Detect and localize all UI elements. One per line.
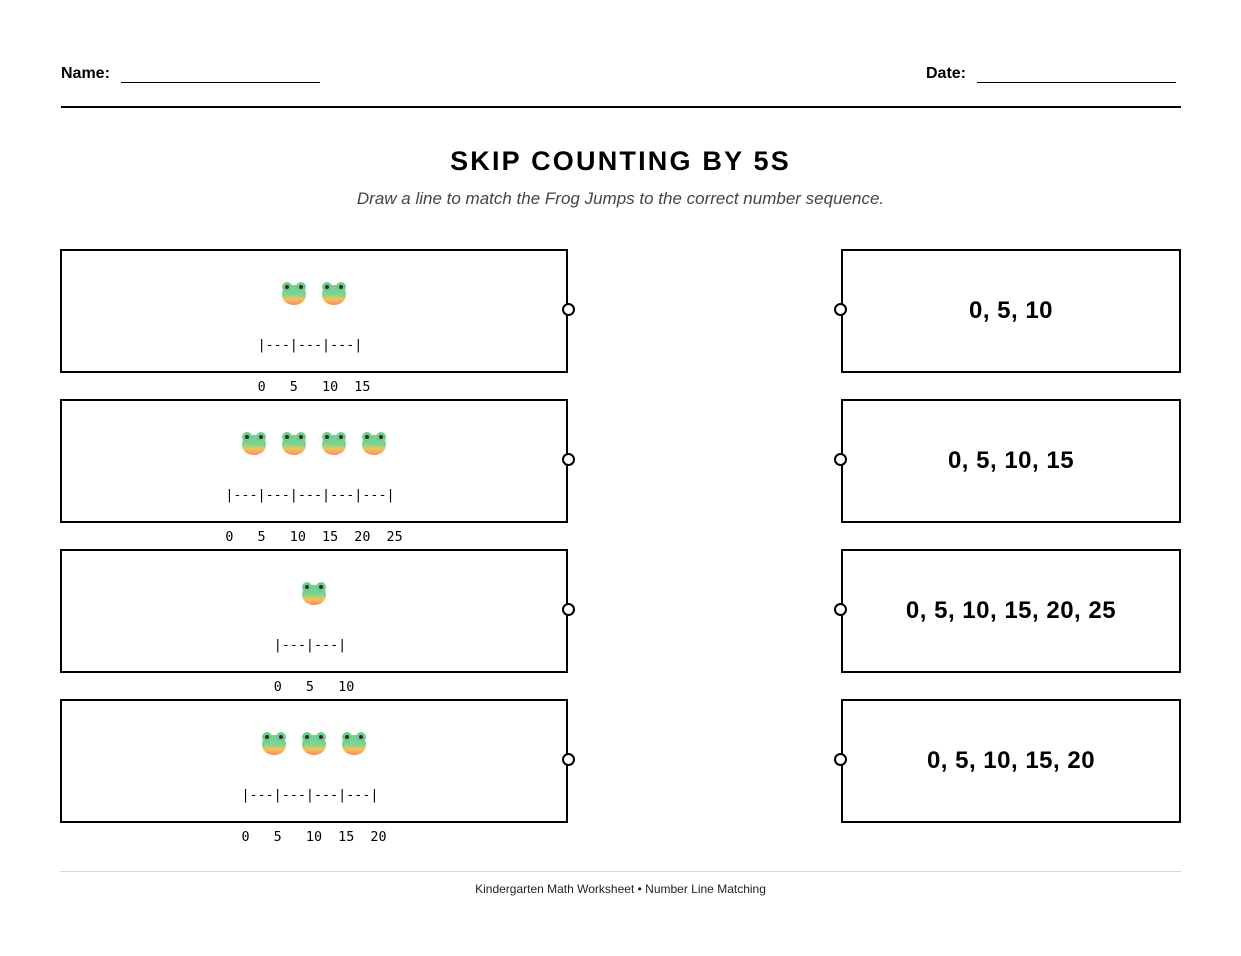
frog-jump-card-2 bbox=[60, 399, 568, 545]
date-blank-line[interactable] bbox=[977, 68, 1176, 83]
connector-dot-left-4[interactable] bbox=[562, 753, 575, 766]
footer-divider bbox=[60, 871, 1181, 872]
frog-face-icon bbox=[261, 732, 287, 756]
connector-dot-left-2[interactable] bbox=[562, 453, 575, 466]
number-line-labels: 0 5 10 15 20 25 bbox=[225, 530, 403, 545]
name-blank-line[interactable] bbox=[121, 68, 320, 83]
number-line-ticks: |---|---|---| bbox=[257, 338, 363, 353]
number-line-ticks: |---|---| bbox=[273, 638, 347, 653]
sequence-card-4 bbox=[841, 699, 1181, 823]
date-label: Date: bbox=[926, 65, 967, 82]
frog-face-icon bbox=[241, 432, 267, 456]
frog-row bbox=[241, 431, 387, 457]
frog-jump-card-4 bbox=[60, 699, 568, 845]
frog-jump-card-3 bbox=[60, 549, 568, 695]
number-line-ticks: |---|---|---|---| bbox=[241, 788, 379, 803]
worksheet-instructions: Draw a line to match the Frog Jumps to the correct number sequence. bbox=[356, 189, 885, 208]
frog-face-icon bbox=[281, 432, 307, 456]
frog-row bbox=[261, 731, 367, 757]
frog-row bbox=[281, 281, 347, 307]
sequence-card-2 bbox=[841, 399, 1181, 523]
number-line bbox=[241, 761, 386, 873]
worksheet-header bbox=[61, 60, 1181, 108]
frog-face-icon bbox=[321, 432, 347, 456]
frog-face-icon bbox=[361, 432, 387, 456]
frog-face-icon bbox=[341, 732, 367, 756]
frog-face-icon bbox=[301, 732, 327, 756]
number-sequence: 0, 5, 10, 15, 20 bbox=[926, 747, 1096, 774]
date-field[interactable] bbox=[926, 65, 1176, 83]
connector-dot-left-3[interactable] bbox=[562, 603, 575, 616]
frog-face-icon bbox=[321, 282, 347, 306]
worksheet-title: SKIP COUNTING BY 5S bbox=[450, 146, 791, 176]
number-line-labels: 0 5 10 15 20 bbox=[241, 830, 387, 845]
number-line-labels: 0 5 10 15 bbox=[257, 380, 371, 395]
name-field[interactable] bbox=[61, 65, 320, 83]
footer-text: Kindergarten Math Worksheet • Number Line Matching bbox=[475, 882, 766, 896]
sequence-card-1 bbox=[841, 249, 1181, 373]
frog-jump-card-1 bbox=[60, 249, 568, 395]
frog-row bbox=[301, 581, 327, 607]
name-label: Name: bbox=[61, 65, 110, 82]
number-sequence: 0, 5, 10 bbox=[968, 297, 1054, 324]
connector-dot-left-1[interactable] bbox=[562, 303, 575, 316]
frog-face-icon bbox=[301, 582, 327, 606]
sequence-card-3 bbox=[841, 549, 1181, 673]
number-line-labels: 0 5 10 bbox=[273, 680, 355, 695]
number-sequence: 0, 5, 10, 15, 20, 25 bbox=[905, 597, 1117, 624]
frog-face-icon bbox=[281, 282, 307, 306]
number-sequence: 0, 5, 10, 15 bbox=[947, 447, 1075, 474]
number-line-ticks: |---|---|---|---|---| bbox=[225, 488, 395, 503]
